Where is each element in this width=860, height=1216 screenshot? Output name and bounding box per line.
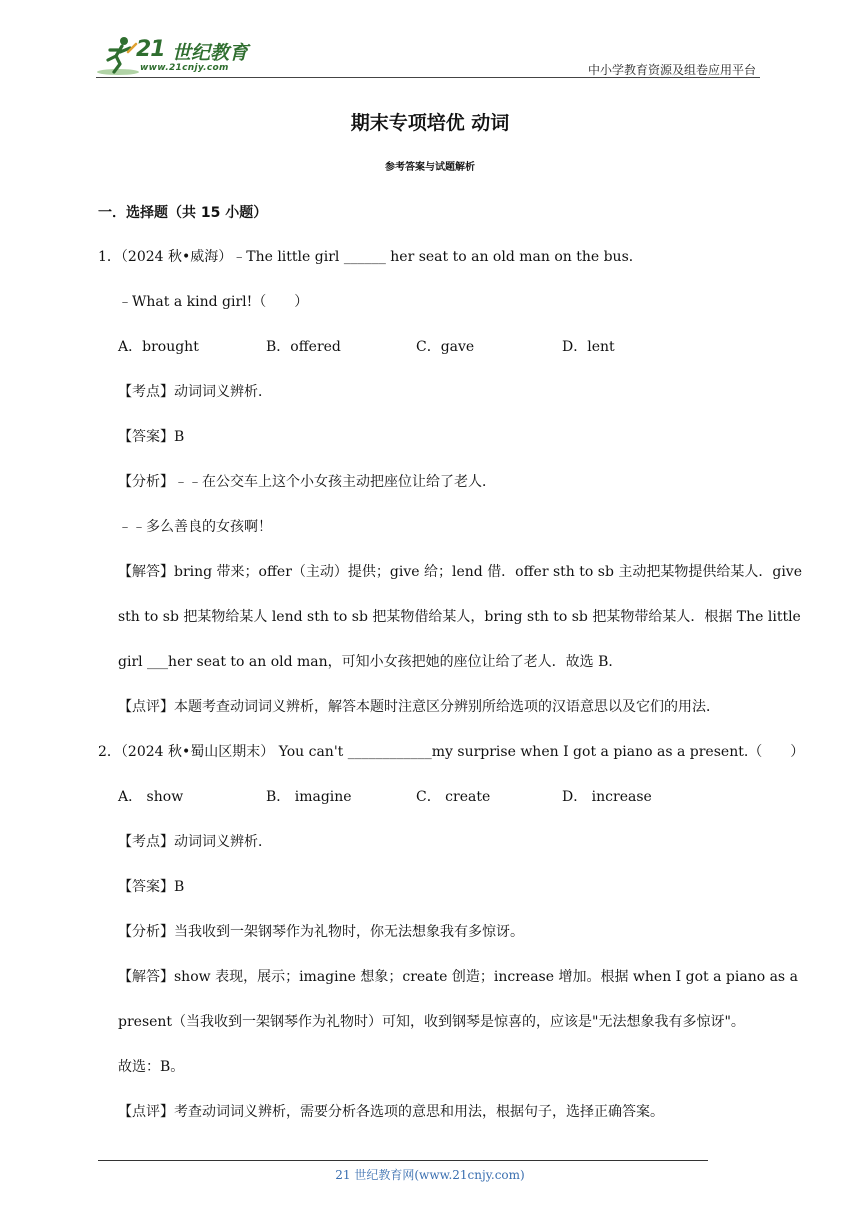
q2-solution-line2: present（当我收到一架钢琴作为礼物时）可知，收到钢琴是惊喜的，应该是"无法想象我有多惊讶"。 — [118, 1014, 745, 1030]
q2-option-b[interactable]: B． imagine — [266, 789, 352, 805]
section-heading: 一．选择题（共 15 小题） — [98, 205, 268, 221]
q2-stem: 2．（2024 秋•蜀山区期末） You can't ____________my surprise when I got a piano as a present.（ ） — [98, 744, 805, 760]
q1-answer: 【答案】B — [118, 429, 185, 445]
q2-answer: 【答案】B — [118, 879, 185, 895]
q2-option-c[interactable]: C． create — [416, 789, 491, 805]
footer-link[interactable]: 21 世纪教育网(www.21cnjy.com) — [335, 1168, 525, 1182]
q1-option-a[interactable]: A．brought — [118, 339, 199, 355]
q2-option-a[interactable]: A． show — [118, 789, 184, 805]
site-logo[interactable] — [96, 34, 256, 78]
q2-solution: 【解答】show 表现，展示；imagine 想象；create 创造；increase 增加。根据 when I got a piano as a — [118, 969, 798, 985]
q2-solution-line3: 故选：B。 — [118, 1059, 185, 1075]
page-subtitle: 参考答案与试题解析 — [385, 162, 475, 173]
q2-comment: 【点评】考查动词词义辨析，需要分析各选项的意思和用法，根据句子，选择正确答案。 — [118, 1104, 664, 1120]
q1-solution: 【解答】bring 带来；offer（主动）提供；give 给；lend 借．offer sth to sb 主动把某物提供给某人．give — [118, 564, 803, 580]
footer-divider — [98, 1160, 708, 1161]
page-title: 期末专项培优 动词 — [350, 112, 510, 134]
logo-number: 21 — [136, 37, 165, 62]
q1-stem: 1．（2024 秋•威海）﹣The little girl ______ her seat to an old man on the bus． — [98, 249, 643, 265]
q1-analysis-line2: ﹣﹣多么善良的女孩啊！ — [118, 519, 272, 535]
q1-analysis: 【分析】﹣﹣在公交车上这个小女孩主动把座位让给了老人． — [118, 474, 496, 490]
q2-analysis: 【分析】当我收到一架钢琴作为礼物时，你无法想象我有多惊讶。 — [118, 924, 524, 940]
runner-icon — [96, 34, 140, 78]
q1-option-b[interactable]: B．offered — [266, 339, 341, 355]
q2-option-d[interactable]: D． increase — [562, 789, 652, 805]
page-header — [96, 34, 760, 78]
platform-name: 中小学教育资源及组卷应用平台 — [587, 63, 756, 77]
q1-solution-line2: sth to sb 把某物给某人 lend sth to sb 把某物借给某人，bring sth to sb 把某物带给某人．根据 The little — [118, 609, 801, 625]
logo-text: 世纪教育 — [172, 42, 249, 64]
q1-stem-line2: ﹣What a kind girl!（ ） — [118, 294, 309, 310]
q1-option-c[interactable]: C．gave — [416, 339, 475, 355]
q2-kaodian: 【考点】动词词义辨析． — [118, 834, 272, 850]
q1-comment: 【点评】本题考查动词词义辨析，解答本题时注意区分辨别所给选项的汉语意思以及它们的用法． — [118, 699, 720, 715]
q1-kaodian: 【考点】动词词义辨析． — [118, 384, 272, 400]
header-divider — [96, 77, 760, 78]
q1-option-d[interactable]: D．lent — [562, 339, 615, 355]
q1-solution-line3: girl ___her seat to an old man，可知小女孩把她的座位让给了老人．故选 B． — [118, 654, 623, 670]
logo-url: www.21cnjy.com — [140, 63, 229, 73]
